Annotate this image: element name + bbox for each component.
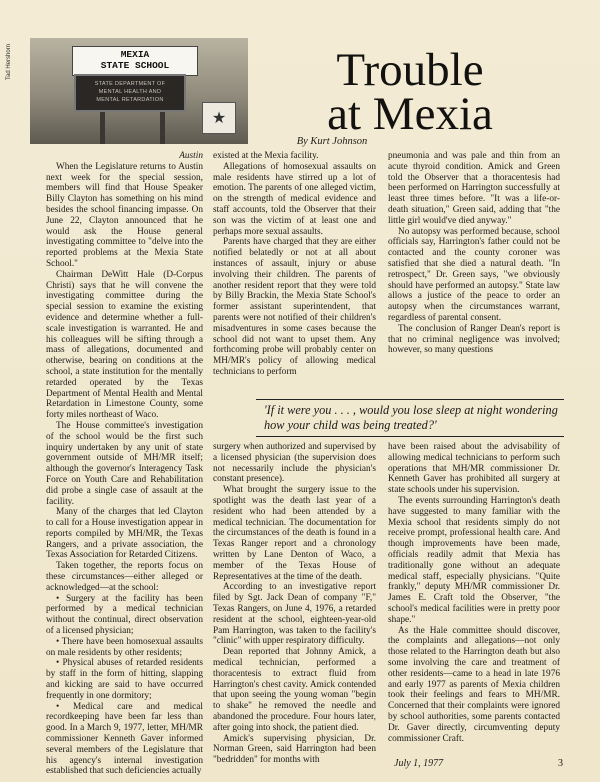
paragraph: When the Legislature returns to Austin next week for the special session, members will find that House Speaker Billy Clayton has something on his mind besides the school financing impasse. On June 22, Clayton announced that he would ask the House general investigating committee to "delve into the reported problems at the Mexia State School." <box>46 161 203 269</box>
column-3-top <box>388 151 560 356</box>
column-1 <box>46 151 203 777</box>
byline: By Kurt Johnson <box>296 136 368 147</box>
paragraph: No autopsy was performed because, school officials say, Harrington's father could not be contacted and the county coroner was satisfied that she died a natural death. "In retrospect," Dr. Green says, "we obviously should have performed an autopsy." State law allows a justice of the peace to order an autopsy when the circumstances warrant, regardless of parental consent. <box>388 226 560 323</box>
paragraph: pneumonia and was pale and thin from an acute thyroid condition. Amick and Green told the Observer that a thoracentesis had been performed on Harrington successfully at least three times before. "It was a life-or-death situation," Green said, adding that "the little girl would've died anyway." <box>388 151 560 226</box>
paragraph: The House committee's investigation of the school would be the first such inquiry undertaken by any unit of state government outside of MH/MR itself; although the governor's Interagency Task Force on Youth Care and Rehabilitation did probe a single case of assault at the facility. <box>46 420 203 507</box>
paragraph: Parents have charged that they are either notified belatedly or not at all about instances of assault, injury or abuse involving their children. The parents of another resident report that they were told by Billy Brackin, the Mexia State School's former assistant superintendent, that parents were not notified of their children's misadventures in some cases because the school did not want to upset them. Any forthcoming probe will probably center on MH/MR's policy of allowing medical technicians to perform <box>213 237 376 377</box>
paragraph: Dean reported that Johnny Amick, a medical technician, performed a thoracentesis to extract fluid from Harrington's chest cavity. Amick contended that upon seeing the young woman "begin to shake" he removed the needle and abandoned the procedure. Four hours later, after going into shock, the patient died. <box>213 647 376 733</box>
dateline: Austin <box>179 151 203 161</box>
page-number: 3 <box>558 758 563 769</box>
paragraph: As the Hale committee should discover, the complaints and allegations—not only those related to the Harrington death but also some involving the care and treatment of other residents—came to a head in late 1976 and early 1977 as parents of Mexia children took their feelings and fears to MH/MR. Concerned that their complaints were ignored by school authorities, some parents contacted Dr. Gaver directly, circumventing deputy commissioner Craft. <box>388 625 560 744</box>
paragraph: Amick's supervising physician, Dr. Norman Green, said Harrington had been "bedridden" for months with <box>213 733 376 766</box>
paragraph: According to an investigative report filed by Sgt. Jack Dean of company "F," Texas Rangers, on June 4, 1976, a retarded resident at the school, eighteen-year-old Pam Harrington, was taken to the facility's "clinic" with upper respiratory difficulty. <box>213 582 376 647</box>
sign-post-left <box>100 110 105 144</box>
pull-quote: 'If it were you . . . , would you lose sleep at night wondering how your child was being treated?' <box>256 399 564 437</box>
bullet-item: • Physical abuses of retarded residents by staff in the form of hitting, slapping and kicking are said to have occurred frequently in one dormitory; <box>46 658 203 701</box>
bullet-item: • Surgery at the facility has been performed by a medical technician without the continual, direct observation of a licensed physician; <box>46 593 203 637</box>
paragraph: Many of the charges that led Clayton to call for a House investigation appear in reports compiled by MH/MR, the Texas Rangers, and a private association, the Texas Association for Retarded Citizens. <box>46 507 203 561</box>
sign-post-right <box>160 110 165 144</box>
paragraph: existed at the Mexia facility. <box>213 151 319 161</box>
paragraph: The events surrounding Harrington's death have suggested to many familiar with the Mexia school that residents simply do not receive prompt, professional health care. And though improvements have been made, officials readily admit that Mexia has traditionally gone without an adequate medical staff, especially physicians. "Quite frankly," deputy MH/MR commissioner Dr. James E. Craft told the Observer, "the school's medical facilities were in pretty poor shape." <box>388 495 560 625</box>
column-2-bottom <box>213 442 376 766</box>
headline: Trouble at Mexia <box>327 44 493 140</box>
bullet-item: • There have been homosexual assaults on male residents by other residents; <box>46 636 203 658</box>
sign-plaque: STATE DEPARTMENT OF MENTAL HEALTH AND MENTAL RETARDATION <box>74 74 186 112</box>
paragraph: Chairman DeWitt Hale (D-Corpus Christi) says that he will convene the investigating committee during the special session to examine the existing evidence and determine whether a full-scale investigation is warranted. He and his colleagues will be sifting through a mass of allegations, documented and otherwise, bearing on conditions at the school, a state institution for the mentally retarded operated by the Texas Department of Mental Health and Mental Retardation in Limestone County, some forty miles northeast of Waco. <box>46 269 203 421</box>
sign-school-name: MEXIA STATE SCHOOL <box>72 46 198 76</box>
column-3-bottom <box>388 442 560 744</box>
paragraph: surgery when authorized and supervised by a licensed physician (the supervision does not necessarily include the physician's constant presence). <box>213 442 376 485</box>
paragraph: have been raised about the advisability of allowing medical technicians to perform such operations that MH/MR commissioner Dr. Kenneth Gaver has prohibited all surgery at state schools under his supervision. <box>388 442 560 496</box>
mexia-sign-photo <box>30 38 248 144</box>
paragraph: What brought the surgery issue to the spotlight was the death last year of a resident who had been attended by a medical technician. The documentation for the circumstances of the death is found in a Texas Ranger report and a chronology written by Lane Denton of Waco, a member of the Texas House of Representatives at the time of the death. <box>213 485 376 582</box>
photo-credit: Tad Hershorn <box>6 43 12 80</box>
paragraph: Allegations of homosexual assaults on male residents have stirred up a lot of emotion. The parents of one alleged victim, on the strength of medical evidence and staff accounts, told the Observer that their son was the victim of at least one and perhaps more sexual assaults. <box>213 161 376 237</box>
bullet-item: • Medical care and medical recordkeeping have been far less than good. In a March 9, 1977, letter, MH/MR commissioner Kenneth Gaver informed several members of the Legislature that his agency's internal investigation established that such deficiencies actually <box>46 701 203 777</box>
state-seal-icon: ★ <box>202 102 236 134</box>
issue-date: July 1, 1977 <box>394 758 444 769</box>
column-2-top <box>213 151 376 378</box>
paragraph: The conclusion of Ranger Dean's report is that no criminal negligence was involved; however, so many questions <box>388 323 560 356</box>
paragraph: Taken together, the reports focus on these circumstances—either alleged or acknowledged—at the school: <box>46 561 203 593</box>
